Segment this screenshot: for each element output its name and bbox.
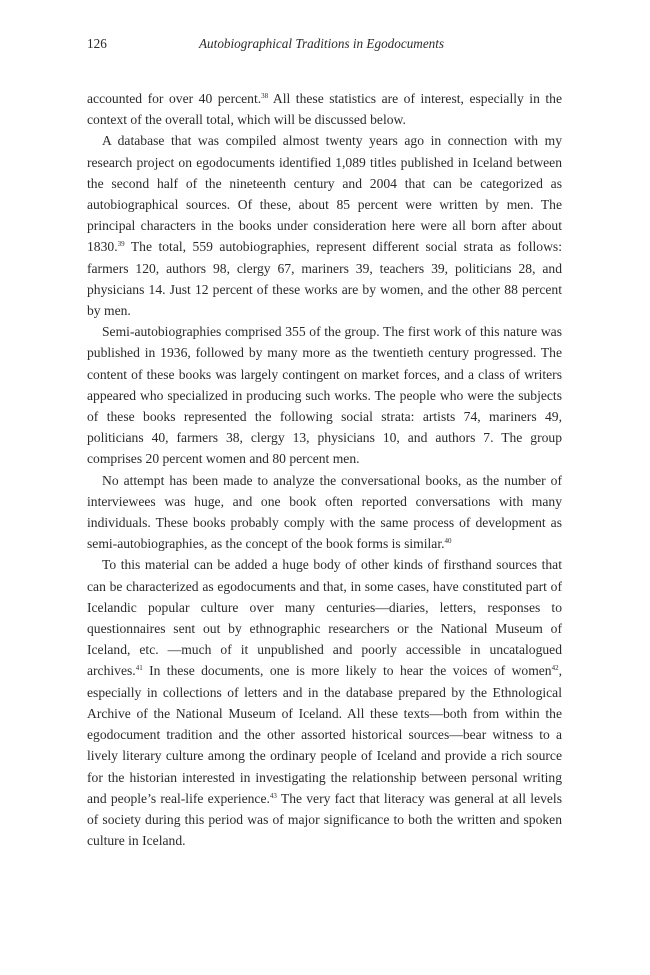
paragraph: [87, 554, 562, 851]
paragraph: [87, 470, 562, 555]
body-text: [87, 88, 562, 851]
page-number: 126: [87, 36, 107, 51]
footnote-ref: 42: [551, 664, 559, 673]
text-segment: All these statistics are of interest, especially in the context of the overall total, which will be discussed below.: [87, 91, 562, 128]
text-segment: To this material can be added a huge body of other kinds of firsthand sources that can be characterized as egodocuments and that, in some cases, have constituted part of Icelandic popular culture over many centuries—diaries, letters, responses to questionnaires sent out by ethnographic researchers or the National Museum of Iceland, etc. —much of it unpublished and poorly accessible in uncatalogued archives.: [87, 557, 562, 679]
text-segment: No attempt has been made to analyze the conversational books, as the number of interviewees was huge, and one book often reported conversations with many individuals. These books probably comply with the same process of development as semi-autobiographies, as the concept of the book forms is similar.: [87, 472, 562, 552]
running-head: [87, 36, 562, 66]
running-title: Autobiographical Traditions in Egodocuments: [199, 36, 445, 51]
book-page: [87, 36, 562, 851]
footnote-ref: 41: [135, 664, 143, 673]
footnote-ref: 40: [444, 537, 452, 546]
paragraph: [87, 130, 562, 321]
footnote-ref: 43: [269, 791, 277, 800]
text-segment: The very fact that literacy was general at all levels of society during this period was of major significance to both the written and spoken culture in Iceland.: [87, 790, 563, 849]
text-segment: accounted for over 40 percent.: [87, 91, 262, 106]
text-segment: A database that was compiled almost twenty years ago in connection with my research project on egodocuments identified 1,089 titles published in Iceland between the second half of the nineteenth century and 2004 that can be categorized as autobiographical sources. Of these, about 85 percent were written by men. The principal characters in the books under consideration here were all born after about 1830.: [87, 133, 562, 255]
text-segment: In these documents, one is more likely to hear the voices of women: [142, 663, 552, 679]
text-segment: Semi-autobiographies comprised 355 of the group. The first work of this nature was published in 1936, followed by many more as the twentieth century progressed. The content of these books was largely contingent on market forces, and a class of writers appeared who specialized in producing such works. The people who were the subjects of these books represented the following social strata: artists 74, mariners 49, politicians 40, farmers 38, clergy 13, physicians 10, and authors 7. The group comprises 20 percent women and 80 percent men.: [87, 324, 562, 467]
text-segment: The total, 559 autobiographies, represent different social strata as follows: farmers 120, authors 98, clergy 67, mariners 39, teachers 39, politicians 28, and physicians 14. Just 12 percent of these works are by women, and the other 88 percent by men.: [87, 239, 562, 319]
text-segment: , especially in collections of letters and in the database prepared by the Ethnological Archive of the National Museum of Iceland. All these texts—both from within the egodocument tradition and the other assorted historical sources—bear witness to a lively literary culture among the ordinary people of Iceland and provide a rich source for the historian interested in investigating the relationship between personal writing and people’s real-life experience.: [87, 663, 562, 806]
footnote-ref: 39: [117, 240, 125, 249]
footnote-ref: 38: [261, 92, 269, 100]
paragraph: [87, 321, 562, 469]
paragraph: [87, 88, 562, 130]
